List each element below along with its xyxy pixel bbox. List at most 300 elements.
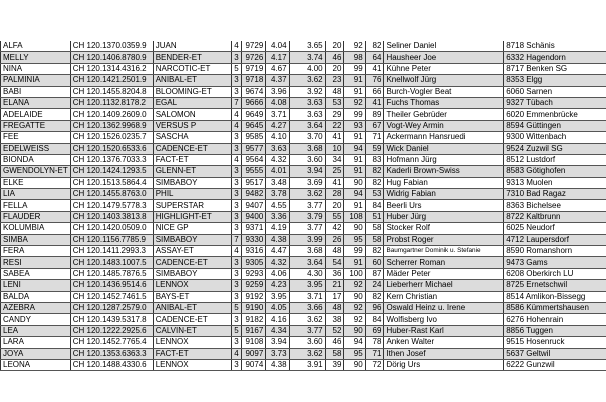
col-value-c: 72 <box>365 359 384 370</box>
protein-percent: 3.64 <box>289 120 325 131</box>
sire-name: BENDER-ET <box>153 52 232 63</box>
cow-name: FREGATTE <box>1 120 71 131</box>
owner-name: Widrig Fabian <box>384 189 504 200</box>
col-value-c: 84 <box>365 200 384 211</box>
protein-percent: 3.63 <box>289 109 325 120</box>
sire-name: ANIBAL-ET <box>153 302 232 313</box>
sire-name: FACT-ET <box>153 154 232 165</box>
protein-percent: 4.30 <box>289 268 325 279</box>
fat-percent: 3.48 <box>266 177 289 188</box>
index-value: 9074 <box>241 359 266 370</box>
protein-percent: 3.62 <box>289 314 325 325</box>
owner-location: 8586 Kümmertshausen <box>504 302 606 313</box>
col-value-a: 34 <box>325 154 344 165</box>
protein-percent: 3.62 <box>289 189 325 200</box>
table-row <box>1 280 606 291</box>
owner-name: Kaderli Brown-Swiss <box>384 166 504 177</box>
col-value-b: 94 <box>344 143 365 154</box>
owner-location: 7310 Bad Ragaz <box>504 189 606 200</box>
ear-tag-id: CH 120.1222.2925.6 <box>70 325 153 336</box>
cow-name: SIMBA <box>1 234 71 245</box>
protein-percent: 3.79 <box>289 211 325 222</box>
table-row <box>1 200 606 211</box>
table-row <box>1 63 606 74</box>
col-value-b: 91 <box>344 75 365 86</box>
col-value-c: 51 <box>365 211 384 222</box>
lactation-count: 3 <box>232 177 241 188</box>
cow-name: LIA <box>1 189 71 200</box>
owner-location: 4712 Laupersdorf <box>504 234 606 245</box>
table-row <box>1 211 606 222</box>
col-value-c: 83 <box>365 154 384 165</box>
lactation-count: 4 <box>232 120 241 131</box>
lactation-count: 3 <box>232 189 241 200</box>
fat-percent: 4.10 <box>266 132 289 143</box>
fat-percent: 4.17 <box>266 52 289 63</box>
protein-percent: 3.95 <box>289 280 325 291</box>
col-value-a: 39 <box>325 359 344 370</box>
col-value-c: 82 <box>365 41 384 52</box>
protein-percent: 3.62 <box>289 348 325 359</box>
protein-percent: 3.77 <box>289 223 325 234</box>
cow-name: ELKE <box>1 177 71 188</box>
col-value-c: 59 <box>365 143 384 154</box>
col-value-a: 48 <box>325 302 344 313</box>
cow-name: CANDY <box>1 314 71 325</box>
owner-location: 9473 Gams <box>504 257 606 268</box>
col-value-b: 108 <box>344 211 365 222</box>
cow-name: ADELAIDE <box>1 109 71 120</box>
owner-location: 8722 Kaltbrunn <box>504 211 606 222</box>
protein-percent: 3.71 <box>289 291 325 302</box>
fat-percent: 4.55 <box>266 200 289 211</box>
owner-location: 5637 Geltwil <box>504 348 606 359</box>
sire-name: SALOMON <box>153 109 232 120</box>
owner-location: 6276 Hohenrain <box>504 314 606 325</box>
index-value: 9097 <box>241 348 266 359</box>
fat-percent: 4.32 <box>266 257 289 268</box>
col-value-a: 42 <box>325 223 344 234</box>
sire-name: SIMBABOY <box>153 177 232 188</box>
fat-percent: 4.01 <box>266 166 289 177</box>
owner-name: Stocker Rolf <box>384 223 504 234</box>
col-value-b: 94 <box>344 337 365 348</box>
lactation-count: 4 <box>232 154 241 165</box>
fat-percent: 4.06 <box>266 268 289 279</box>
cow-name: MELLY <box>1 52 71 63</box>
col-value-b: 99 <box>344 246 365 257</box>
ear-tag-id: CH 120.1362.9968.9 <box>70 120 153 131</box>
owner-name: Theiler Gebrüder <box>384 109 504 120</box>
col-value-a: 23 <box>325 75 344 86</box>
lactation-count: 3 <box>232 257 241 268</box>
table-row <box>1 268 606 279</box>
fat-percent: 4.34 <box>266 325 289 336</box>
index-value: 9577 <box>241 143 266 154</box>
ear-tag-id: CH 120.1520.6533.6 <box>70 143 153 154</box>
fat-percent: 4.05 <box>266 302 289 313</box>
lactation-count: 3 <box>232 166 241 177</box>
lactation-count: 3 <box>232 291 241 302</box>
col-value-a: 17 <box>325 291 344 302</box>
col-value-b: 91 <box>344 154 365 165</box>
owner-name: Burch-Vogler Beat <box>384 86 504 97</box>
owner-name: Seliner Daniel <box>384 41 504 52</box>
protein-percent: 3.68 <box>289 246 325 257</box>
ear-tag-id: CH 120.1287.2579.0 <box>70 302 153 313</box>
ear-tag-id: CH 120.1403.3813.8 <box>70 211 153 222</box>
protein-percent: 3.63 <box>289 97 325 108</box>
col-value-c: 67 <box>365 120 384 131</box>
fat-percent: 3.63 <box>266 143 289 154</box>
col-value-a: 28 <box>325 189 344 200</box>
col-value-a: 53 <box>325 97 344 108</box>
col-value-a: 58 <box>325 348 344 359</box>
owner-name: Wick Daniel <box>384 143 504 154</box>
cow-name: BABI <box>1 86 71 97</box>
cow-name: LARA <box>1 337 71 348</box>
owner-name: Huber-Rast Karl <box>384 325 504 336</box>
table-row <box>1 120 606 131</box>
table-row <box>1 189 606 200</box>
col-value-c: 71 <box>365 132 384 143</box>
col-value-b: 90 <box>344 177 365 188</box>
owner-name: Hofmann Jürg <box>384 154 504 165</box>
owner-name: Wolfisberg Ivo <box>384 314 504 325</box>
index-value: 9649 <box>241 109 266 120</box>
protein-percent: 3.77 <box>289 200 325 211</box>
col-value-b: 93 <box>344 120 365 131</box>
owner-location: 8725 Ernetschwil <box>504 280 606 291</box>
owner-location: 9515 Hosenruck <box>504 337 606 348</box>
owner-location: 9327 Tübach <box>504 97 606 108</box>
ear-tag-id: CH 120.1411.2993.3 <box>70 246 153 257</box>
table-row <box>1 177 606 188</box>
col-value-b: 99 <box>344 63 365 74</box>
fat-percent: 3.96 <box>266 86 289 97</box>
index-value: 9719 <box>241 63 266 74</box>
owner-location: 9313 Muolen <box>504 177 606 188</box>
index-value: 9645 <box>241 120 266 131</box>
col-value-b: 100 <box>344 268 365 279</box>
fat-percent: 3.94 <box>266 337 289 348</box>
ear-tag-id: CH 120.1370.0359.9 <box>70 41 153 52</box>
owner-location: 9300 Wittenbach <box>504 132 606 143</box>
sire-name: SASCHA <box>153 132 232 143</box>
index-value: 9371 <box>241 223 266 234</box>
cow-name: AZEBRA <box>1 302 71 313</box>
lactation-count: 3 <box>232 359 241 370</box>
owner-name: Mäder Peter <box>384 268 504 279</box>
owner-location: 6222 Gunzwil <box>504 359 606 370</box>
col-value-a: 22 <box>325 120 344 131</box>
lactation-count: 5 <box>232 302 241 313</box>
col-value-c: 71 <box>365 348 384 359</box>
protein-percent: 3.70 <box>289 132 325 143</box>
lactation-count: 7 <box>232 97 241 108</box>
owner-name: Baumgartner Dominik u. Stefanie <box>384 246 504 257</box>
col-value-b: 91 <box>344 200 365 211</box>
fat-percent: 4.38 <box>266 359 289 370</box>
col-value-c: 60 <box>365 257 384 268</box>
protein-percent: 3.62 <box>289 75 325 86</box>
col-value-b: 99 <box>344 109 365 120</box>
ear-tag-id: CH 120.1421.2501.9 <box>70 75 153 86</box>
owner-name: Hug Fabian <box>384 177 504 188</box>
col-value-a: 48 <box>325 246 344 257</box>
table-row <box>1 109 606 120</box>
owner-location: 8353 Elgg <box>504 75 606 86</box>
index-value: 9482 <box>241 189 266 200</box>
col-value-b: 95 <box>344 348 365 359</box>
sire-name: CALVIN-ET <box>153 325 232 336</box>
cow-name: EDELWEISS <box>1 143 71 154</box>
owner-location: 9524 Zuzwil SG <box>504 143 606 154</box>
col-value-c: 78 <box>365 337 384 348</box>
sire-name: JUAN <box>153 41 232 52</box>
col-value-b: 92 <box>344 97 365 108</box>
sire-name: BAYS-ET <box>153 291 232 302</box>
ear-tag-id: CH 120.1436.9514.6 <box>70 280 153 291</box>
cow-name: ALFA <box>1 41 71 52</box>
lactation-count: 3 <box>232 280 241 291</box>
col-value-a: 52 <box>325 325 344 336</box>
table-row <box>1 291 606 302</box>
cow-name: SABEA <box>1 268 71 279</box>
lactation-count: 5 <box>232 63 241 74</box>
owner-location: 8363 Bichelsee <box>504 200 606 211</box>
owner-name: Lieberherr Michael <box>384 280 504 291</box>
ear-tag-id: CH 120.1455.8763.0 <box>70 189 153 200</box>
index-value: 9108 <box>241 337 266 348</box>
cow-name: BIONDA <box>1 154 71 165</box>
ear-tag-id: CH 120.1485.7876.5 <box>70 268 153 279</box>
cow-name: KOLUMBIA <box>1 223 71 234</box>
ear-tag-id: CH 120.1479.5778.3 <box>70 200 153 211</box>
table-row <box>1 325 606 336</box>
protein-percent: 3.94 <box>289 166 325 177</box>
table-row <box>1 132 606 143</box>
lactation-count: 4 <box>232 109 241 120</box>
cow-name: FEE <box>1 132 71 143</box>
col-value-b: 95 <box>344 234 365 245</box>
table-row <box>1 143 606 154</box>
sire-name: CADENCE-ET <box>153 257 232 268</box>
sire-name: ASSAY-ET <box>153 246 232 257</box>
index-value: 9729 <box>241 41 266 52</box>
col-value-c: 87 <box>365 268 384 279</box>
lactation-count: 3 <box>232 75 241 86</box>
owner-location: 6332 Hagendorn <box>504 52 606 63</box>
col-value-b: 91 <box>344 166 365 177</box>
index-value: 9192 <box>241 291 266 302</box>
protein-percent: 3.64 <box>289 257 325 268</box>
cow-name: FELLA <box>1 200 71 211</box>
col-value-b: 91 <box>344 86 365 97</box>
cow-name: BALDA <box>1 291 71 302</box>
table-row <box>1 75 606 86</box>
col-value-a: 26 <box>325 234 344 245</box>
index-value: 9316 <box>241 246 266 257</box>
ear-tag-id: CH 120.1132.8178.2 <box>70 97 153 108</box>
owner-name: Oswald Heinz u. Irene <box>384 302 504 313</box>
owner-name: Scherrer Roman <box>384 257 504 268</box>
index-value: 9167 <box>241 325 266 336</box>
protein-percent: 3.60 <box>289 154 325 165</box>
table-row <box>1 246 606 257</box>
owner-name: Kühne Peter <box>384 63 504 74</box>
lactation-count: 4 <box>232 246 241 257</box>
owner-location: 8512 Lustdorf <box>504 154 606 165</box>
col-value-a: 54 <box>325 257 344 268</box>
ear-tag-id: CH 120.1156.7785.9 <box>70 234 153 245</box>
col-value-c: 41 <box>365 63 384 74</box>
ear-tag-id: CH 120.1376.7033.3 <box>70 154 153 165</box>
table-row <box>1 348 606 359</box>
col-value-c: 41 <box>365 97 384 108</box>
owner-name: Huber Jürg <box>384 211 504 222</box>
table-row <box>1 97 606 108</box>
fat-percent: 4.27 <box>266 120 289 131</box>
cow-name: PALMINIA <box>1 75 71 86</box>
index-value: 9330 <box>241 234 266 245</box>
table-row <box>1 337 606 348</box>
sire-name: FACT-ET <box>153 348 232 359</box>
fat-percent: 3.71 <box>266 109 289 120</box>
col-value-c: 89 <box>365 109 384 120</box>
owner-location: 8590 Romanshorn <box>504 246 606 257</box>
protein-percent: 3.66 <box>289 302 325 313</box>
col-value-c: 69 <box>365 325 384 336</box>
lactation-count: 3 <box>232 223 241 234</box>
col-value-b: 94 <box>344 189 365 200</box>
sire-name: HIGHLIGHT-ET <box>153 211 232 222</box>
col-value-a: 41 <box>325 177 344 188</box>
fat-percent: 4.19 <box>266 223 289 234</box>
owner-location: 6060 Sarnen <box>504 86 606 97</box>
sire-name: CADENCE-ET <box>153 143 232 154</box>
sire-name: NARCOTIC-ET <box>153 63 232 74</box>
lactation-count: 3 <box>232 86 241 97</box>
protein-percent: 3.99 <box>289 234 325 245</box>
col-value-c: 82 <box>365 177 384 188</box>
index-value: 9293 <box>241 268 266 279</box>
table-row <box>1 234 606 245</box>
col-value-c: 76 <box>365 75 384 86</box>
lactation-count: 3 <box>232 211 241 222</box>
table-row <box>1 154 606 165</box>
index-value: 9400 <box>241 211 266 222</box>
col-value-c: 82 <box>365 166 384 177</box>
owner-name: Knellwolf Jürg <box>384 75 504 86</box>
col-value-a: 20 <box>325 63 344 74</box>
table-row <box>1 257 606 268</box>
ear-tag-id: CH 120.1420.0509.0 <box>70 223 153 234</box>
owner-location: 8856 Tuggen <box>504 325 606 336</box>
ear-tag-id: CH 120.1406.8780.9 <box>70 52 153 63</box>
ear-tag-id: CH 120.1455.8204.8 <box>70 86 153 97</box>
sire-name: GLENN-ET <box>153 166 232 177</box>
col-value-a: 10 <box>325 143 344 154</box>
col-value-a: 46 <box>325 52 344 63</box>
col-value-c: 84 <box>365 314 384 325</box>
col-value-b: 91 <box>344 132 365 143</box>
owner-location: 6025 Neudorf <box>504 223 606 234</box>
lactation-count: 5 <box>232 325 241 336</box>
protein-percent: 3.74 <box>289 52 325 63</box>
col-value-a: 46 <box>325 337 344 348</box>
ear-tag-id: CH 120.1424.1293.5 <box>70 166 153 177</box>
col-value-c: 58 <box>365 223 384 234</box>
table-row <box>1 41 606 52</box>
col-value-c: 58 <box>365 234 384 245</box>
cow-name: LENI <box>1 280 71 291</box>
lactation-count: 4 <box>232 348 241 359</box>
ear-tag-id: CH 120.1409.2609.0 <box>70 109 153 120</box>
index-value: 9718 <box>241 75 266 86</box>
fat-percent: 4.47 <box>266 246 289 257</box>
protein-percent: 4.00 <box>289 63 325 74</box>
sire-name: SIMBABOY <box>153 268 232 279</box>
fat-percent: 4.32 <box>266 154 289 165</box>
sire-name: PHIL <box>153 189 232 200</box>
lactation-count: 3 <box>232 268 241 279</box>
cow-name: GWENDOLYN-ET <box>1 166 71 177</box>
table-row <box>1 52 606 63</box>
index-value: 9674 <box>241 86 266 97</box>
owner-location: 8717 Benken SG <box>504 63 606 74</box>
cow-name: FLAUDER <box>1 211 71 222</box>
ranking-table <box>0 41 606 371</box>
col-value-a: 55 <box>325 211 344 222</box>
lactation-count: 3 <box>232 143 241 154</box>
col-value-b: 92 <box>344 280 365 291</box>
table-row <box>1 302 606 313</box>
col-value-b: 90 <box>344 359 365 370</box>
index-value: 9585 <box>241 132 266 143</box>
ear-tag-id: CH 120.1483.1007.5 <box>70 257 153 268</box>
owner-name: Beerli Urs <box>384 200 504 211</box>
table-row <box>1 359 606 370</box>
lactation-count: 3 <box>232 337 241 348</box>
ear-tag-id: CH 120.1488.4330.6 <box>70 359 153 370</box>
table-row <box>1 223 606 234</box>
owner-location: 6208 Oberkirch LU <box>504 268 606 279</box>
sire-name: ANIBAL-ET <box>153 75 232 86</box>
lactation-count: 3 <box>232 314 241 325</box>
owner-name: Fuchs Thomas <box>384 97 504 108</box>
protein-percent: 3.60 <box>289 337 325 348</box>
sire-name: SIMBABOY <box>153 234 232 245</box>
cow-name: ELANA <box>1 97 71 108</box>
fat-percent: 4.37 <box>266 75 289 86</box>
owner-name: Probst Roger <box>384 234 504 245</box>
ear-tag-id: CH 120.1353.6363.3 <box>70 348 153 359</box>
cow-name: JOYA <box>1 348 71 359</box>
col-value-c: 96 <box>365 302 384 313</box>
index-value: 9190 <box>241 302 266 313</box>
index-value: 9305 <box>241 257 266 268</box>
lactation-count: 4 <box>232 41 241 52</box>
index-value: 9564 <box>241 154 266 165</box>
col-value-a: 25 <box>325 166 344 177</box>
index-value: 9666 <box>241 97 266 108</box>
sire-name: LENNOX <box>153 337 232 348</box>
fat-percent: 3.36 <box>266 211 289 222</box>
owner-location: 6020 Emmenbrücke <box>504 109 606 120</box>
owner-location: 8583 Götighofen <box>504 166 606 177</box>
owner-name: Anken Walter <box>384 337 504 348</box>
